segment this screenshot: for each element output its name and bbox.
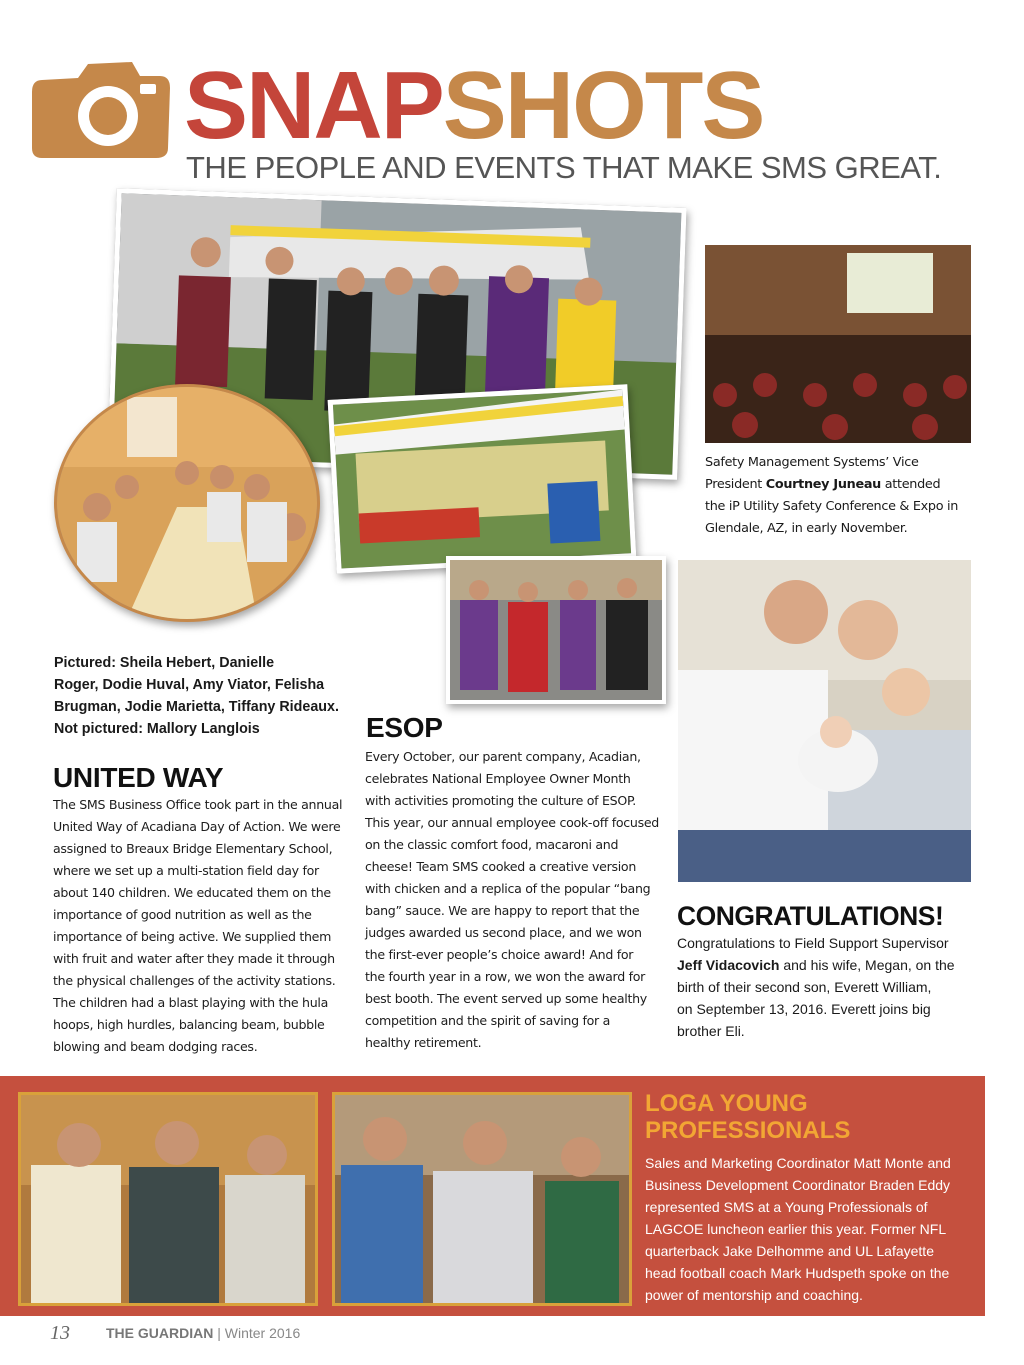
body-line: importance of being active. We supplied them (53, 929, 332, 944)
body-line: brother Eli. (677, 1023, 745, 1039)
loga-photo-2 (332, 1092, 632, 1306)
family-photo (678, 560, 971, 882)
body-line: celebrates National Employee Owner Month (365, 771, 631, 786)
esop-heading: ESOP (366, 712, 443, 743)
body-line: assigned to Breaux Bridge Elementary School, (53, 841, 333, 856)
body-text: and his wife, Megan, on the (779, 957, 955, 973)
body-line: birth of their second son, Everett William, (677, 979, 932, 995)
body-line: where we set up a multi-station field day for (53, 863, 319, 878)
body-line: about 140 children. We educated them on the (53, 885, 331, 900)
body-line: the fourth year in a row, we won the award for (365, 969, 646, 984)
body-line: on September 13, 2016. Everett joins big (677, 1001, 931, 1017)
body-line: judges awarded us second place, and we won (365, 925, 642, 940)
body-line: The SMS Business Office took part in the annual (53, 797, 343, 812)
congratulations-heading: CONGRATULATIONS! (677, 901, 944, 931)
body-line: represented SMS at a Young Professionals of (645, 1199, 928, 1215)
loga-heading (645, 1090, 975, 1144)
body-line: United Way of Acadiana Day of Action. We were (53, 819, 341, 834)
body-line: LAGCOE luncheon earlier this year. Former NFL (645, 1221, 947, 1237)
title-shots: SHOTS (442, 52, 764, 159)
body-line (677, 954, 973, 976)
caption-line: Glendale, AZ, in early November. (705, 521, 908, 536)
footer-separator: | (213, 1325, 225, 1341)
pictured-line: Brugman, Jodie Marietta, Tiffany Rideaux. (54, 699, 339, 715)
issue-date: Winter 2016 (224, 1325, 301, 1341)
pictured-line: Pictured: Sheila Hebert, Danielle (54, 655, 275, 671)
person-name: Courtney Juneau (765, 477, 881, 492)
body-line: The children had a blast playing with the hula (53, 995, 329, 1010)
pictured-line: Roger, Dodie Huval, Amy Viator, Felisha (54, 677, 325, 693)
restaurant-group-photo (54, 384, 320, 622)
body-line: on the classic comfort food, macaroni and (365, 837, 619, 852)
body-line: Business Development Coordinator Braden Eddy (645, 1177, 951, 1193)
body-line: hoops, high hurdles, balancing beam, bubble (53, 1017, 325, 1032)
body-line: blowing and beam dodging races. (53, 1039, 258, 1054)
page-number: 13 (50, 1322, 70, 1344)
loga-heading-line: LOGA YOUNG (645, 1090, 808, 1117)
loga-heading-line: PROFESSIONALS (645, 1117, 851, 1144)
safety-caption (705, 452, 973, 540)
body-line: with fruit and water after they made it through (53, 951, 335, 966)
caption-line: the iP Utility Safety Conference & Expo in (705, 499, 959, 514)
footer-publication (106, 1325, 300, 1341)
pictured-caption (54, 652, 354, 740)
page-title (184, 52, 764, 159)
caption-text: attended (880, 477, 941, 492)
body-line: Congratulations to Field Support Supervisor (677, 935, 949, 951)
body-line: bang” sauce. We are happy to report that the (365, 903, 640, 918)
page-tagline: THE PEOPLE AND EVENTS THAT MAKE SMS GREAT. (186, 150, 942, 185)
camera-icon (28, 56, 172, 160)
publication-name: THE GUARDIAN (106, 1325, 214, 1341)
congratulations-body (677, 932, 973, 1042)
pictured-line: Not pictured: Mallory Langlois (54, 721, 260, 737)
esop-body (365, 746, 661, 1054)
body-line: Every October, our parent company, Acadian, (365, 749, 641, 764)
caption-text: President (705, 477, 766, 492)
body-line: healthy retirement. (365, 1035, 482, 1050)
body-line: head football coach Mark Hudspeth spoke on the (645, 1265, 950, 1281)
body-line: best booth. The event served up some healthy (365, 991, 647, 1006)
cookoff-team-photo (446, 556, 666, 704)
title-snap: SNAP (184, 52, 443, 159)
loga-photo-1 (18, 1092, 318, 1306)
body-line: the physical challenges of the activity stations. (53, 973, 336, 988)
caption-line (705, 474, 973, 496)
body-line: quarterback Jake Delhomme and UL Lafayette (645, 1243, 934, 1259)
caption-line: Safety Management Systems’ Vice (705, 455, 919, 470)
body-line: Sales and Marketing Coordinator Matt Monte and (645, 1155, 951, 1171)
body-line: power of mentorship and coaching. (645, 1287, 863, 1303)
body-line: with chicken and a replica of the popular “bang (365, 881, 651, 896)
united-way-heading: UNITED WAY (53, 762, 224, 793)
person-name: Jeff Vidacovich (677, 957, 780, 973)
conference-photo (705, 245, 971, 443)
loga-body (645, 1152, 977, 1306)
tailgate-booth-photo (328, 384, 637, 573)
united-way-body (53, 794, 345, 1058)
body-line: cheese! Team SMS cooked a creative version (365, 859, 637, 874)
body-line: the first-ever people’s choice award! And for (365, 947, 634, 962)
body-line: This year, our annual employee cook-off focused (365, 815, 659, 830)
body-line: with activities promoting the culture of ESOP. (365, 793, 636, 808)
body-line: importance of good nutrition as well as the (53, 907, 312, 922)
body-line: competition and the spirit of saving for a (365, 1013, 611, 1028)
